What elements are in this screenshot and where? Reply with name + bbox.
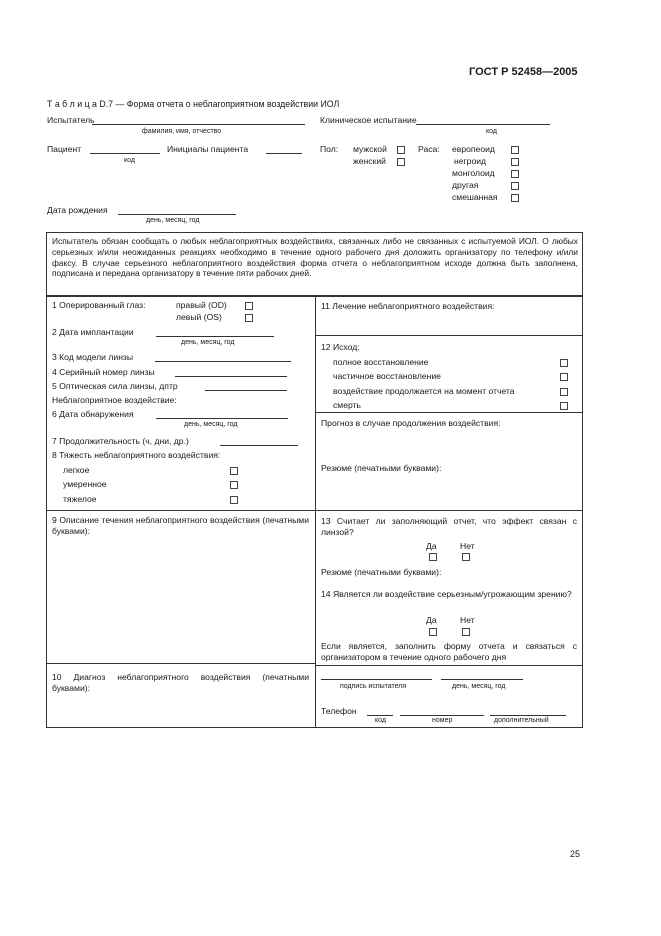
optical-power-field[interactable]: [205, 389, 287, 391]
severity-option: умеренное: [63, 479, 107, 489]
sex-label: Пол:: [320, 144, 339, 154]
severity-mild-checkbox[interactable]: [230, 467, 238, 475]
outcome-checkbox[interactable]: [560, 402, 568, 410]
left-row-divider: [46, 510, 315, 511]
item8-label: 8 Тяжесть неблагоприятного воздействия:: [52, 450, 221, 460]
no-label: Нет: [460, 615, 475, 625]
outcome-checkbox[interactable]: [560, 388, 568, 396]
race-option: монголоид: [452, 168, 495, 178]
race-label: Раса:: [418, 144, 440, 154]
column-divider: [315, 296, 316, 728]
phone-code-field[interactable]: [367, 714, 393, 716]
outcome-option: частичное восстановление: [333, 371, 441, 381]
serial-number-field[interactable]: [175, 375, 287, 377]
right-row-divider: [315, 412, 583, 413]
investigator-sub: фамилия, имя, отчество: [142, 128, 222, 135]
item9-label: 9 Описание течения неблагоприятного воздействия (печатными буквами):: [52, 515, 309, 536]
signature-date-sub: день, месяц, год: [452, 683, 506, 690]
detection-date-field[interactable]: [156, 417, 288, 419]
related-no-checkbox[interactable]: [462, 553, 470, 561]
race-option: негроид: [454, 156, 487, 166]
race-option: другая: [452, 180, 479, 190]
table-title: Т а б л и ц а D.7 — Форма отчета о неблагоприятном воздействии ИОЛ: [47, 99, 340, 109]
no-label: Нет: [460, 541, 475, 551]
item2-label: 2 Дата имплантации: [52, 327, 134, 337]
birth-label: Дата рождения: [47, 205, 108, 215]
summary2-label: Резюме (печатными буквами):: [321, 567, 442, 577]
phone-extra-field[interactable]: [490, 714, 566, 716]
item1-label: 1 Оперированный глаз:: [52, 300, 146, 310]
item4-label: 4 Серийный номер линзы: [52, 367, 155, 377]
lens-model-field[interactable]: [155, 360, 291, 362]
severity-option: легкое: [63, 465, 90, 475]
signature-field[interactable]: [321, 678, 432, 680]
race-checkbox[interactable]: [511, 182, 519, 190]
item13-label: 13 Считает ли заполняющий отчет, что эффект связан с линзой?: [321, 516, 577, 537]
item6-label: 6 Дата обнаружения: [52, 409, 134, 419]
right-row-divider: [315, 665, 583, 666]
race-checkbox[interactable]: [511, 170, 519, 178]
race-option: европеоид: [452, 144, 495, 154]
serious-yes-checkbox[interactable]: [429, 628, 437, 636]
investigator-label: Испытатель: [47, 115, 95, 125]
phone-extra-sub: дополнительный: [494, 717, 549, 724]
initials-field[interactable]: [266, 152, 302, 154]
severity-moderate-checkbox[interactable]: [230, 481, 238, 489]
left-eye-checkbox[interactable]: [245, 314, 253, 322]
signature-date-field[interactable]: [441, 678, 523, 680]
phone-number-sub: номер: [432, 717, 453, 724]
item2-sub: день, месяц, год: [181, 339, 235, 346]
phone-code-sub: код: [375, 717, 386, 724]
duration-field[interactable]: [220, 444, 298, 446]
outcome-checkbox[interactable]: [560, 373, 568, 381]
patient-sub: код: [124, 157, 135, 164]
page-number: 25: [570, 849, 581, 859]
item12-label: 12 Исход:: [321, 342, 360, 352]
right-row-divider: [315, 335, 583, 336]
investigator-field[interactable]: [92, 123, 305, 125]
birth-sub: день, месяц, год: [146, 217, 200, 224]
prognosis-label: Прогноз в случае продолжения воздействия:: [321, 418, 501, 428]
outcome-option: полное восстановление: [333, 357, 429, 367]
related-yes-checkbox[interactable]: [429, 553, 437, 561]
sex-option-female: женский: [353, 156, 386, 166]
summary-label: Резюме (печатными буквами):: [321, 463, 442, 473]
item10-label: 10 Диагноз неблагоприятного воздействия (печатными буквами):: [52, 672, 309, 693]
severity-severe-checkbox[interactable]: [230, 496, 238, 504]
item7-label: 7 Продолжительность (ч, дни, др.): [52, 436, 189, 446]
item6-sub: день, месяц, год: [184, 421, 238, 428]
outcome-checkbox[interactable]: [560, 359, 568, 367]
initials-label: Инициалы пациента: [167, 144, 249, 154]
birth-date-field[interactable]: [118, 213, 236, 215]
implant-date-field[interactable]: [156, 335, 274, 337]
item11-label: 11 Лечение неблагоприятного воздействия:: [321, 301, 495, 311]
clinical-trial-sub: код: [486, 128, 497, 135]
item14-label: 14 Является ли воздействие серьезным/угрожающим зрению?: [321, 589, 572, 599]
item5-label: 5 Оптическая сила линзы, дптр: [52, 381, 178, 391]
race-option: смешанная: [452, 192, 498, 202]
notice-text: Испытатель обязан сообщать о любых неблагоприятных воздействиях, связанных либо не связанных с испытуемой ИОЛ. О любых серьезных и/или неожиданных реакциях необходимо в течение одного рабочего дня доложить организатору по телефону и/или факсу. В случае серьезного неблагоприятного воздействия форма отчета о неблагоприятном исходе должна быть заполнена, подписана и передана организатору в течение пяти рабочих дней.: [52, 236, 578, 279]
race-checkbox[interactable]: [511, 158, 519, 166]
race-checkbox[interactable]: [511, 194, 519, 202]
item1-left-eye: левый (OS): [176, 312, 222, 322]
item1-right-eye: правый (OD): [176, 300, 227, 310]
serious-no-checkbox[interactable]: [462, 628, 470, 636]
severity-option: тяжелое: [63, 494, 97, 504]
outcome-option: смерть: [333, 400, 361, 410]
clinical-trial-field[interactable]: [416, 123, 550, 125]
if-yes-text: Если является, заполнить форму отчета и связаться с организатором в течение одного рабочего дня: [321, 641, 577, 662]
race-checkbox[interactable]: [511, 146, 519, 154]
signature-sub: подпись испытателя: [340, 683, 407, 690]
yes-label: Да: [426, 615, 437, 625]
sex-male-checkbox[interactable]: [397, 146, 405, 154]
standard-number: ГОСТ Р 52458—2005: [469, 66, 578, 78]
sex-female-checkbox[interactable]: [397, 158, 405, 166]
item3-label: 3 Код модели линзы: [52, 352, 134, 362]
patient-field[interactable]: [90, 152, 160, 154]
sex-option-male: мужской: [353, 144, 387, 154]
left-row-divider: [46, 663, 315, 664]
right-eye-checkbox[interactable]: [245, 302, 253, 310]
outcome-option: воздействие продолжается на момент отчета: [333, 386, 515, 396]
right-row-divider: [315, 510, 583, 511]
patient-label: Пациент: [47, 144, 82, 154]
phone-label: Телефон: [321, 706, 357, 716]
phone-number-field[interactable]: [400, 714, 484, 716]
yes-label: Да: [426, 541, 437, 551]
clinical-trial-label: Клиническое испытание: [320, 115, 417, 125]
adverse-label: Неблагоприятное воздействие:: [52, 395, 177, 405]
